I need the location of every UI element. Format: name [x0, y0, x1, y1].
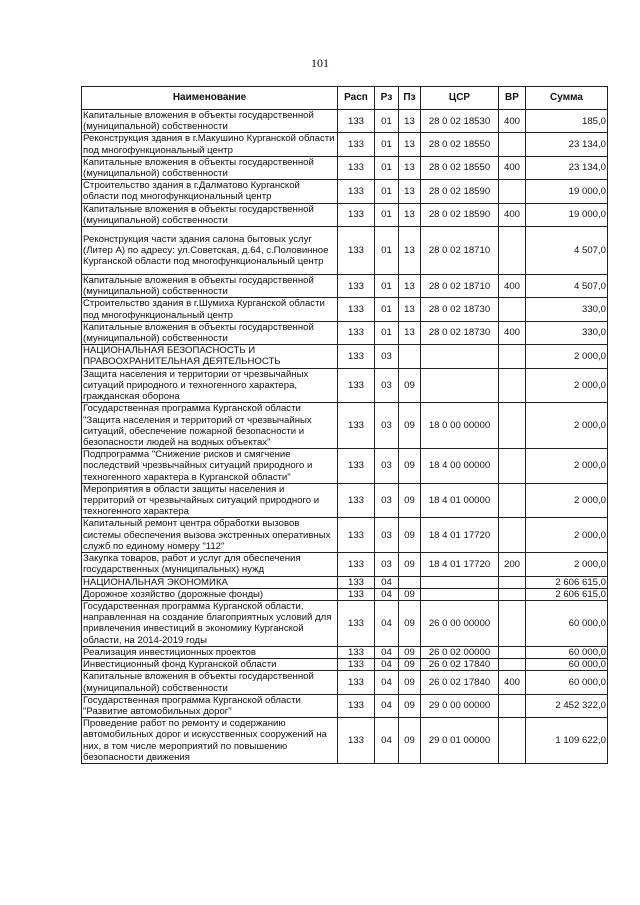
cell-pz: 13 [399, 180, 421, 203]
cell-name: Строительство здания в г.Шумиха Курганской области под многофункциональный центр [82, 298, 338, 321]
cell-rasp: 133 [338, 133, 375, 156]
cell-name: Проведение работ по ремонту и содержанию автомобильных дорог и искусственных сооружений на них, в том числе мероприятий по повышению безопасности движения [82, 718, 338, 764]
cell-pz [399, 576, 421, 588]
cell-sum: 2 000,0 [526, 345, 608, 368]
cell-vr [499, 588, 526, 600]
cell-sum: 2 000,0 [526, 483, 608, 518]
cell-rasp: 133 [338, 553, 375, 576]
cell-csr: 18 4 00 00000 [421, 449, 499, 484]
cell-pz: 09 [399, 483, 421, 518]
cell-csr: 29 0 00 00000 [421, 694, 499, 717]
cell-name: Государственная программа Курганской области "Защита населения и территорий от чрезвычайных ситуаций, обеспечение пожарной безопасности и безопасности людей на водных объектах" [82, 403, 338, 449]
cell-rasp: 133 [338, 483, 375, 518]
cell-vr [499, 180, 526, 203]
table-row [82, 203, 608, 226]
cell-rz: 03 [375, 518, 399, 553]
table-row [82, 694, 608, 717]
cell-csr: 26 0 00 00000 [421, 600, 499, 646]
cell-sum: 2 000,0 [526, 518, 608, 553]
budget-table [81, 86, 608, 764]
table-row [82, 576, 608, 588]
cell-pz: 13 [399, 321, 421, 344]
table-row [82, 156, 608, 179]
cell-rasp: 133 [338, 588, 375, 600]
cell-name: Капитальные вложения в объекты государственной (муниципальной) собственности [82, 275, 338, 298]
cell-csr [421, 368, 499, 403]
cell-rasp: 133 [338, 298, 375, 321]
cell-name: НАЦИОНАЛЬНАЯ ЭКОНОМИКА [82, 576, 338, 588]
table-row [82, 718, 608, 764]
cell-name: Капитальные вложения в объекты государственной (муниципальной) собственности [82, 110, 338, 133]
cell-name: Реконструкция части здания салона бытовых услуг (Литер А) по адресу: ул.Советская, д.64, с.Половинное Курганской области под многофункциональный центр [82, 227, 338, 275]
cell-rz: 03 [375, 368, 399, 403]
cell-csr: 28 0 02 18550 [421, 156, 499, 179]
cell-pz: 09 [399, 600, 421, 646]
cell-vr: 400 [499, 203, 526, 226]
cell-pz: 13 [399, 275, 421, 298]
cell-csr: 28 0 02 18590 [421, 180, 499, 203]
cell-name: Реконструкция здания в г.Макушино Курганской области под многофункциональный центр [82, 133, 338, 156]
cell-rasp: 133 [338, 403, 375, 449]
cell-vr [499, 449, 526, 484]
cell-rasp: 133 [338, 671, 375, 694]
cell-sum: 2 606 615,0 [526, 576, 608, 588]
cell-rz: 04 [375, 718, 399, 764]
cell-rz: 01 [375, 321, 399, 344]
header-sum: Сумма [526, 87, 608, 110]
cell-rasp: 133 [338, 345, 375, 368]
table-row [82, 553, 608, 576]
cell-rz: 03 [375, 553, 399, 576]
cell-sum: 23 134,0 [526, 133, 608, 156]
table-row [82, 588, 608, 600]
table-row [82, 449, 608, 484]
cell-sum: 19 000,0 [526, 203, 608, 226]
cell-vr [499, 298, 526, 321]
cell-rz: 03 [375, 345, 399, 368]
cell-rz: 01 [375, 275, 399, 298]
cell-rz: 01 [375, 156, 399, 179]
cell-sum: 330,0 [526, 321, 608, 344]
cell-vr [499, 483, 526, 518]
cell-sum: 23 134,0 [526, 156, 608, 179]
cell-csr [421, 588, 499, 600]
cell-csr: 26 0 02 17840 [421, 671, 499, 694]
cell-name: Капитальные вложения в объекты государственной (муниципальной) собственности [82, 321, 338, 344]
cell-rasp: 133 [338, 449, 375, 484]
cell-rasp: 133 [338, 110, 375, 133]
table-row [82, 133, 608, 156]
header-rasp: Расп [338, 87, 375, 110]
cell-vr: 400 [499, 671, 526, 694]
cell-rasp: 133 [338, 227, 375, 275]
table-row [82, 646, 608, 658]
cell-rasp: 133 [338, 646, 375, 658]
cell-rasp: 133 [338, 321, 375, 344]
cell-csr [421, 345, 499, 368]
cell-pz: 09 [399, 588, 421, 600]
cell-sum: 19 000,0 [526, 180, 608, 203]
table-row [82, 600, 608, 646]
cell-sum: 2 452 322,0 [526, 694, 608, 717]
table-header-row [82, 87, 608, 110]
cell-vr [499, 518, 526, 553]
cell-pz: 09 [399, 368, 421, 403]
cell-rasp: 133 [338, 576, 375, 588]
cell-vr [499, 576, 526, 588]
cell-pz: 13 [399, 156, 421, 179]
cell-name: Капитальные вложения в объекты государственной (муниципальной) собственности [82, 671, 338, 694]
cell-csr: 28 0 02 18710 [421, 275, 499, 298]
cell-name: Инвестиционный фонд Курганской области [82, 659, 338, 671]
cell-name: Капитальные вложения в объекты государственной (муниципальной) собственности [82, 203, 338, 226]
cell-sum: 2 000,0 [526, 368, 608, 403]
cell-name: Капитальный ремонт центра обработки вызовов системы обеспечения вызова экстренных оперативных служб по единому номеру "112" [82, 518, 338, 553]
cell-pz: 13 [399, 298, 421, 321]
cell-pz: 09 [399, 694, 421, 717]
header-pz: Пз [399, 87, 421, 110]
cell-sum: 2 606 615,0 [526, 588, 608, 600]
cell-name: Закупка товаров, работ и услуг для обеспечения государственных (муниципальных) нужд [82, 553, 338, 576]
cell-name: Дорожное хозяйство (дорожные фонды) [82, 588, 338, 600]
cell-csr: 28 0 02 18730 [421, 321, 499, 344]
cell-rz: 01 [375, 180, 399, 203]
cell-vr: 400 [499, 275, 526, 298]
cell-csr: 18 4 01 17720 [421, 518, 499, 553]
cell-csr: 29 0 01 00000 [421, 718, 499, 764]
cell-vr [499, 694, 526, 717]
cell-name: Государственная программа Курганской области, направленная на создание благоприятных условий для привлечения инвестиций в экономику Курганской области, на 2014-2019 годы [82, 600, 338, 646]
cell-sum: 185,0 [526, 110, 608, 133]
cell-rz: 01 [375, 110, 399, 133]
cell-sum: 2 000,0 [526, 449, 608, 484]
cell-name: Государственная программа Курганской области "Развитие автомобильных дорог" [82, 694, 338, 717]
cell-vr [499, 600, 526, 646]
cell-rz: 03 [375, 483, 399, 518]
header-rz: Рз [375, 87, 399, 110]
cell-csr: 26 0 02 00000 [421, 646, 499, 658]
cell-pz: 09 [399, 449, 421, 484]
cell-sum: 4 507,0 [526, 227, 608, 275]
cell-vr: 200 [499, 553, 526, 576]
table-row [82, 345, 608, 368]
cell-name: Мероприятия в области защиты населения и территорий от чрезвычайных ситуаций природного и техногенного характера [82, 483, 338, 518]
cell-pz: 09 [399, 718, 421, 764]
cell-vr [499, 403, 526, 449]
cell-vr [499, 659, 526, 671]
cell-name: Защита населения и территории от чрезвычайных ситуаций природного и техногенного характера, гражданская оборона [82, 368, 338, 403]
cell-vr: 400 [499, 110, 526, 133]
cell-pz: 09 [399, 518, 421, 553]
cell-csr [421, 576, 499, 588]
header-csr: ЦСР [421, 87, 499, 110]
cell-rasp: 133 [338, 156, 375, 179]
table-row [82, 298, 608, 321]
cell-sum: 60 000,0 [526, 646, 608, 658]
cell-pz: 13 [399, 110, 421, 133]
cell-vr [499, 345, 526, 368]
cell-vr: 400 [499, 321, 526, 344]
cell-rz: 01 [375, 298, 399, 321]
cell-pz: 09 [399, 553, 421, 576]
cell-rasp: 133 [338, 659, 375, 671]
cell-sum: 60 000,0 [526, 671, 608, 694]
header-vr: ВР [499, 87, 526, 110]
cell-csr: 28 0 02 18710 [421, 227, 499, 275]
cell-sum: 1 109 622,0 [526, 718, 608, 764]
cell-pz: 13 [399, 203, 421, 226]
table-row [82, 403, 608, 449]
cell-name: НАЦИОНАЛЬНАЯ БЕЗОПАСНОСТЬ И ПРАВООХРАНИТЕЛЬНАЯ ДЕЯТЕЛЬНОСТЬ [82, 345, 338, 368]
header-name: Наименование [82, 87, 338, 110]
cell-csr: 28 0 02 18550 [421, 133, 499, 156]
cell-rasp: 133 [338, 180, 375, 203]
cell-sum: 60 000,0 [526, 659, 608, 671]
cell-rz: 04 [375, 646, 399, 658]
page-number: 101 [311, 56, 329, 70]
cell-pz: 09 [399, 671, 421, 694]
cell-rz: 04 [375, 576, 399, 588]
cell-csr: 28 0 02 18590 [421, 203, 499, 226]
table-row [82, 110, 608, 133]
cell-vr [499, 368, 526, 403]
table-row [82, 275, 608, 298]
cell-name: Капитальные вложения в объекты государственной (муниципальной) собственности [82, 156, 338, 179]
cell-sum: 2 000,0 [526, 553, 608, 576]
cell-rz: 01 [375, 203, 399, 226]
cell-sum: 4 507,0 [526, 275, 608, 298]
cell-rz: 04 [375, 659, 399, 671]
table-row [82, 321, 608, 344]
cell-rasp: 133 [338, 694, 375, 717]
table-row [82, 368, 608, 403]
cell-rz: 03 [375, 449, 399, 484]
cell-rasp: 133 [338, 518, 375, 553]
cell-rz: 01 [375, 133, 399, 156]
cell-sum: 2 000,0 [526, 403, 608, 449]
cell-rz: 01 [375, 227, 399, 275]
cell-rz: 04 [375, 600, 399, 646]
cell-vr [499, 646, 526, 658]
cell-rz: 04 [375, 671, 399, 694]
cell-rasp: 133 [338, 718, 375, 764]
cell-csr: 18 4 01 00000 [421, 483, 499, 518]
cell-rz: 03 [375, 403, 399, 449]
cell-csr: 18 4 01 17720 [421, 553, 499, 576]
cell-pz: 13 [399, 227, 421, 275]
cell-rasp: 133 [338, 275, 375, 298]
cell-sum: 330,0 [526, 298, 608, 321]
cell-name: Реализация инвестиционных проектов [82, 646, 338, 658]
cell-vr: 400 [499, 156, 526, 179]
cell-rz: 04 [375, 588, 399, 600]
table-row [82, 483, 608, 518]
cell-pz: 13 [399, 133, 421, 156]
cell-vr [499, 227, 526, 275]
cell-csr: 28 0 02 18530 [421, 110, 499, 133]
cell-vr [499, 133, 526, 156]
cell-rasp: 133 [338, 368, 375, 403]
cell-rasp: 133 [338, 203, 375, 226]
table-row [82, 518, 608, 553]
table-row [82, 227, 608, 275]
cell-csr: 26 0 02 17840 [421, 659, 499, 671]
cell-pz: 09 [399, 646, 421, 658]
cell-name: Строительство здания в г.Далматово Курганской области под многофункциональный центр [82, 180, 338, 203]
cell-csr: 28 0 02 18730 [421, 298, 499, 321]
table-row [82, 659, 608, 671]
cell-pz: 09 [399, 403, 421, 449]
cell-pz [399, 345, 421, 368]
cell-rz: 04 [375, 694, 399, 717]
cell-pz: 09 [399, 659, 421, 671]
cell-csr: 18 0 00 00000 [421, 403, 499, 449]
table-row [82, 671, 608, 694]
cell-sum: 60 000,0 [526, 600, 608, 646]
cell-vr [499, 718, 526, 764]
table-body [82, 110, 608, 764]
table-row [82, 180, 608, 203]
cell-rasp: 133 [338, 600, 375, 646]
cell-name: Подпрограмма "Снижение рисков и смягчение последствий чрезвычайных ситуаций природного и техногенного характера в Курганской области" [82, 449, 338, 484]
